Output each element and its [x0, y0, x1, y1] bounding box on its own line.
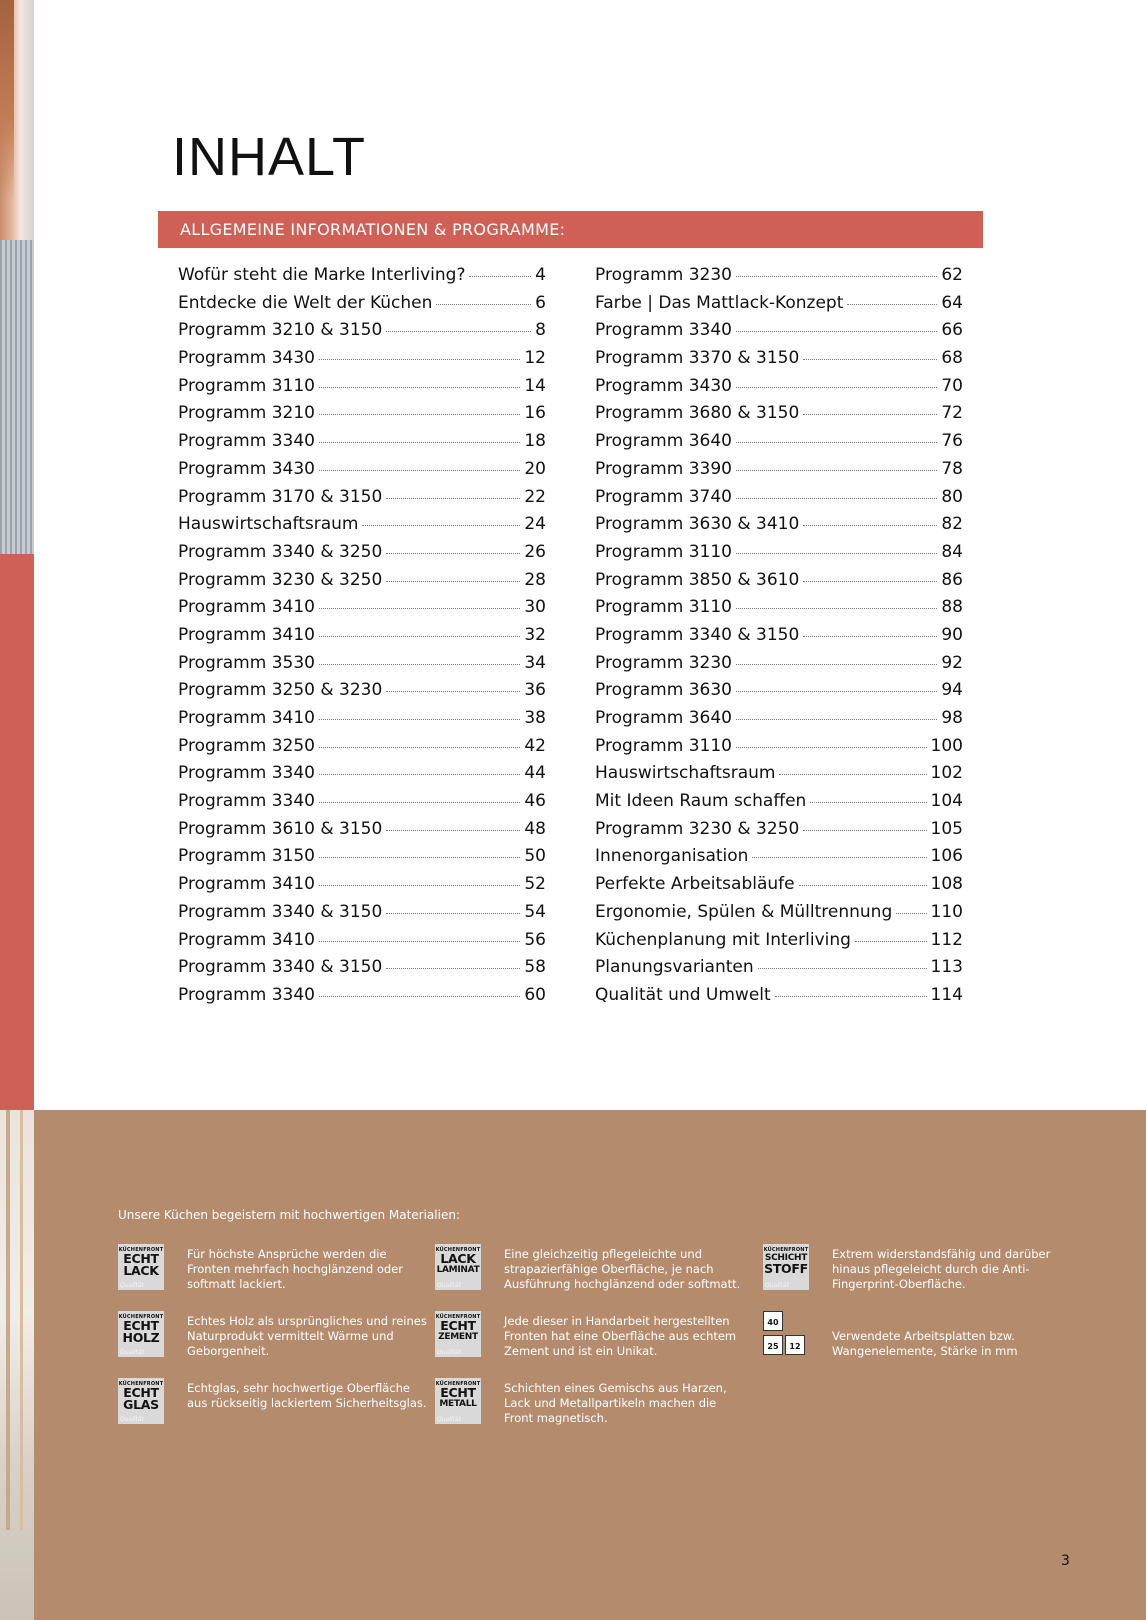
- toc-entry-label: Programm 3410: [178, 929, 315, 950]
- toc-entry-page: 98: [941, 708, 963, 728]
- toc-entry-page: 72: [941, 403, 963, 424]
- toc-entry-page: 92: [941, 652, 963, 673]
- toc-entry-page: 12: [524, 348, 546, 369]
- toc-entry[interactable]: [595, 265, 963, 293]
- toc-leader-dots: [362, 525, 520, 526]
- toc-entry-label: Programm 3630: [595, 680, 732, 701]
- toc-entry-label: Programm 3430: [178, 348, 315, 369]
- window-frame: [20, 1110, 23, 1530]
- toc-leader-dots: [319, 857, 520, 858]
- echt-glas-badge-icon: [118, 1378, 164, 1424]
- toc-entry-label: Programm 3340: [178, 791, 315, 812]
- toc-entry-label: Perfekte Arbeitsabläufe: [595, 874, 795, 895]
- toc-entry-page: 102: [930, 763, 963, 784]
- toc-entry-label: Programm 3150: [178, 846, 315, 867]
- toc-entry[interactable]: [595, 736, 963, 764]
- toc-entry-page: 4: [535, 265, 546, 285]
- toc-leader-dots: [386, 581, 520, 582]
- material-description: Echtglas, sehr hochwertige Oberfläche aus rückseitig lackiertem Sicherheitsglas.: [187, 1381, 427, 1410]
- toc-entry-label: Ergonomie, Spülen & Mülltrennung: [595, 901, 893, 922]
- toc-entry[interactable]: [178, 487, 546, 515]
- toc-leader-dots: [386, 691, 520, 692]
- toc-entry[interactable]: [595, 431, 963, 459]
- toc-entry-page: 28: [524, 569, 546, 590]
- toc-entry-label: Programm 3340: [178, 431, 315, 452]
- toc-entry-label: Programm 3430: [178, 458, 315, 479]
- toc-leader-dots: [736, 664, 937, 665]
- woman-photo-strip: [0, 0, 34, 554]
- toc-entry-page: 54: [524, 901, 546, 922]
- toc-entry-page: 44: [524, 763, 546, 784]
- toc-leader-dots: [319, 636, 520, 637]
- toc-entry-label: Programm 3410: [178, 874, 315, 895]
- page-number: 3: [1061, 1553, 1070, 1569]
- lack-laminat-badge-icon: [435, 1244, 481, 1290]
- toc-entry-label: Programm 3340 & 3150: [178, 957, 383, 978]
- echt-holz-badge-icon: [118, 1311, 164, 1357]
- echt-zement-badge-icon: [435, 1311, 481, 1357]
- badge-watermark: Qualität: [120, 1349, 144, 1356]
- badge-text: SCHICHT: [764, 1253, 808, 1263]
- toc-entry-page: 104: [930, 791, 963, 812]
- toc-entry[interactable]: [595, 846, 963, 874]
- toc-entry-page: 90: [941, 624, 963, 645]
- toc-entry-page: 36: [524, 680, 546, 701]
- thickness-25-box: 25: [763, 1335, 783, 1355]
- toc-entry-label: Programm 3210: [178, 403, 315, 424]
- toc-entry[interactable]: [178, 791, 546, 819]
- toc-entry-label: Programm 3230 & 3250: [178, 569, 383, 590]
- toc-entry-label: Entdecke die Welt der Küchen: [178, 292, 433, 313]
- badge-watermark: Qualität: [437, 1282, 461, 1289]
- toc-entry-page: 94: [941, 680, 963, 701]
- toc-entry[interactable]: [595, 819, 963, 847]
- toc-entry-page: 82: [941, 514, 963, 535]
- toc-entry-page: 76: [941, 431, 963, 452]
- toc-entry-page: 70: [941, 375, 963, 396]
- toc-entry-page: 62: [941, 265, 963, 285]
- toc-entry[interactable]: [178, 570, 546, 598]
- badge-text: STOFF: [764, 1261, 808, 1276]
- toc-entry[interactable]: [178, 930, 546, 958]
- toc-entry[interactable]: [595, 293, 963, 321]
- material-schichtstoff: [763, 1244, 1063, 1292]
- toc-entry[interactable]: [178, 320, 546, 348]
- toc-entry-label: Farbe | Das Mattlack-Konzept: [595, 292, 844, 313]
- toc-entry[interactable]: [595, 653, 963, 681]
- toc-entry-page: 112: [930, 929, 963, 950]
- toc-entry-page: 113: [930, 957, 963, 978]
- accent-strip: [0, 554, 34, 1110]
- toc-entry[interactable]: [178, 846, 546, 874]
- toc-entry[interactable]: [595, 902, 963, 930]
- toc-leader-dots: [319, 664, 520, 665]
- toc-leader-dots: [775, 996, 927, 997]
- toc-leader-dots: [319, 941, 520, 942]
- kitchen-photo-strip: [0, 1110, 34, 1620]
- thickness-40-box: 40: [763, 1311, 783, 1331]
- window-frame: [6, 1110, 10, 1530]
- toc-entry-label: Programm 3340: [178, 763, 315, 784]
- toc-entry[interactable]: [595, 791, 963, 819]
- badge-text: ECHT ZEMENT: [438, 1318, 478, 1342]
- toc-entry[interactable]: [178, 459, 546, 487]
- badge-text: ECHT METALL: [439, 1385, 477, 1409]
- toc-entry-page: 46: [524, 791, 546, 812]
- toc-entry[interactable]: [595, 957, 963, 985]
- toc-entry[interactable]: [178, 653, 546, 681]
- toc-entry-label: Hauswirtschaftsraum: [595, 763, 776, 784]
- toc-leader-dots: [386, 830, 520, 831]
- toc-entry[interactable]: [178, 265, 546, 293]
- toc-entry-label: Planungsvarianten: [595, 957, 754, 978]
- toc-entry-page: 58: [524, 957, 546, 978]
- toc-leader-dots: [736, 747, 927, 748]
- toc-leader-dots: [319, 359, 520, 360]
- toc-leader-dots: [736, 387, 937, 388]
- toc-entry[interactable]: [595, 570, 963, 598]
- toc-leader-dots: [736, 470, 937, 471]
- toc-entry[interactable]: [178, 625, 546, 653]
- toc-entry-page: 6: [535, 292, 546, 313]
- badge-text: ECHT LACK: [123, 1251, 159, 1278]
- toc-entry[interactable]: [178, 514, 546, 542]
- toc-entry-label: Qualität und Umwelt: [595, 984, 771, 1005]
- schichtstoff-badge-icon: [763, 1244, 809, 1290]
- toc-entry[interactable]: [178, 403, 546, 431]
- toc-entry[interactable]: [595, 680, 963, 708]
- toc-entry[interactable]: [178, 348, 546, 376]
- badge-caption: KÜCHENFRONT: [118, 1314, 164, 1320]
- toc-entry[interactable]: [595, 403, 963, 431]
- material-echt-zement: [435, 1311, 735, 1359]
- badge-caption: KÜCHENFRONT: [435, 1381, 481, 1387]
- toc-entry[interactable]: [178, 293, 546, 321]
- toc-entry-page: 32: [524, 624, 546, 645]
- toc-leader-dots: [319, 774, 520, 775]
- toc-leader-dots: [736, 331, 937, 332]
- badge-caption: KÜCHENFRONT: [763, 1247, 809, 1253]
- toc-entry-page: 106: [930, 846, 963, 867]
- toc-entry-page: 84: [941, 541, 963, 562]
- thickness-description: Verwendete Arbeitsplatten bzw. Wangenelemente, Stärke in mm: [832, 1329, 1018, 1358]
- toc-entry-page: 18: [524, 431, 546, 452]
- toc-entry-label: Programm 3370 & 3150: [595, 348, 800, 369]
- toc-entry[interactable]: [595, 320, 963, 348]
- section-banner: ALLGEMEINE INFORMATIONEN & PROGRAMME:: [158, 211, 983, 248]
- toc-entry-page: 78: [941, 458, 963, 479]
- toc-entry-page: 86: [941, 569, 963, 590]
- toc-entry-page: 64: [941, 292, 963, 313]
- toc-leader-dots: [319, 885, 520, 886]
- toc-entry-label: Mit Ideen Raum schaffen: [595, 791, 807, 812]
- toc-right-column: [595, 265, 963, 1013]
- toc-leader-dots: [752, 857, 926, 858]
- material-echt-metall: [435, 1378, 735, 1426]
- toc-entry-page: 30: [524, 597, 546, 618]
- toc-entry-label: Wofür steht die Marke Interliving?: [178, 265, 466, 285]
- toc-entry[interactable]: [178, 708, 546, 736]
- toc-entry-page: 48: [524, 818, 546, 839]
- toc-leader-dots: [386, 498, 520, 499]
- toc-entry-label: Programm 3740: [595, 486, 732, 507]
- toc-leader-dots: [803, 414, 937, 415]
- toc-leader-dots: [896, 913, 926, 914]
- toc-leader-dots: [319, 608, 520, 609]
- toc-entry[interactable]: [178, 957, 546, 985]
- toc-entry[interactable]: [178, 902, 546, 930]
- toc-entry-label: Programm 3250 & 3230: [178, 680, 383, 701]
- toc-leader-dots: [436, 304, 531, 305]
- material-echt-holz: [118, 1311, 427, 1359]
- badge-caption: KÜCHENFRONT: [118, 1247, 164, 1253]
- toc-entry-page: 38: [524, 708, 546, 728]
- toc-leader-dots: [803, 525, 937, 526]
- toc-entry-page: 8: [535, 320, 546, 341]
- toc-entry-page: 16: [524, 403, 546, 424]
- toc-leader-dots: [319, 802, 520, 803]
- toc-leader-dots: [319, 470, 520, 471]
- toc-leader-dots: [736, 553, 937, 554]
- material-description: Echtes Holz als ursprüngliches und reines Naturprodukt vermittelt Wärme und Geborgenheit.: [187, 1314, 427, 1358]
- toc-entry[interactable]: [595, 542, 963, 570]
- toc-entry-page: 105: [930, 818, 963, 839]
- toc-entry[interactable]: [595, 625, 963, 653]
- toc-leader-dots: [736, 498, 937, 499]
- toc-entry-page: 66: [941, 320, 963, 341]
- toc-leader-dots: [736, 276, 937, 277]
- toc-entry[interactable]: [595, 487, 963, 515]
- toc-entry[interactable]: [595, 597, 963, 625]
- toc-entry-label: Innenorganisation: [595, 846, 749, 867]
- toc-entry[interactable]: [595, 708, 963, 736]
- toc-entry-label: Programm 3250: [178, 735, 315, 756]
- toc-entry-label: Programm 3640: [595, 431, 732, 452]
- toc-entry[interactable]: [178, 597, 546, 625]
- toc-leader-dots: [469, 276, 531, 277]
- photo-hair-detail: [0, 0, 14, 200]
- badge-text: ECHT HOLZ: [122, 1318, 160, 1345]
- toc-leader-dots: [319, 996, 520, 997]
- toc-entry-label: Programm 3610 & 3150: [178, 818, 383, 839]
- badge-text: LACK LAMINAT: [436, 1251, 480, 1275]
- toc-entry-label: Programm 3850 & 3610: [595, 569, 800, 590]
- toc-entry-page: 68: [941, 348, 963, 369]
- toc-leader-dots: [736, 691, 937, 692]
- toc-left-column: [178, 265, 546, 1013]
- toc-entry-label: Hauswirtschaftsraum: [178, 514, 359, 535]
- material-lack-laminat: [435, 1244, 741, 1292]
- material-description: Schichten eines Gemischs aus Harzen, Lack und Metallpartikeln machen die Front magnetisch.: [504, 1381, 727, 1425]
- toc-entry-page: 100: [930, 735, 963, 756]
- badge-text: ECHT GLAS: [123, 1385, 159, 1412]
- toc-entry-label: Programm 3110: [178, 375, 315, 396]
- toc-leader-dots: [386, 968, 520, 969]
- toc-entry-page: 50: [524, 846, 546, 867]
- toc-entry-label: Programm 3640: [595, 708, 732, 728]
- toc-entry[interactable]: [178, 542, 546, 570]
- toc-entry-label: Programm 3410: [178, 597, 315, 618]
- toc-entry-page: 20: [524, 458, 546, 479]
- toc-leader-dots: [319, 387, 520, 388]
- thickness-icon: [763, 1311, 813, 1361]
- toc-leader-dots: [803, 636, 937, 637]
- toc-leader-dots: [319, 442, 520, 443]
- toc-leader-dots: [319, 719, 520, 720]
- badge-watermark: Qualität: [120, 1282, 144, 1289]
- toc-entry-page: 60: [524, 984, 546, 1005]
- toc-leader-dots: [803, 830, 926, 831]
- toc-entry[interactable]: [595, 348, 963, 376]
- toc-entry-label: Programm 3340: [178, 984, 315, 1005]
- toc-entry-label: Programm 3340 & 3150: [178, 901, 383, 922]
- toc-leader-dots: [736, 608, 937, 609]
- materials-section: [34, 1110, 1146, 1620]
- toc-leader-dots: [319, 747, 520, 748]
- toc-entry-label: Programm 3210 & 3150: [178, 320, 383, 341]
- toc-entry-label: Programm 3110: [595, 597, 732, 618]
- toc-leader-dots: [803, 359, 937, 360]
- toc-entry[interactable]: [178, 680, 546, 708]
- toc-entry-page: 110: [930, 901, 963, 922]
- toc-entry-label: Programm 3410: [178, 624, 315, 645]
- toc-entry-page: 34: [524, 652, 546, 673]
- toc-entry-page: 88: [941, 597, 963, 618]
- thickness-12-box: 12: [785, 1335, 805, 1355]
- toc-entry-label: Programm 3230: [595, 265, 732, 285]
- toc-entry-page: 24: [524, 514, 546, 535]
- toc-entry-label: Programm 3230: [595, 652, 732, 673]
- toc-entry-page: 42: [524, 735, 546, 756]
- toc-entry[interactable]: [595, 763, 963, 791]
- toc-leader-dots: [779, 774, 926, 775]
- toc-entry-label: Programm 3430: [595, 375, 732, 396]
- badge-watermark: Qualität: [437, 1416, 461, 1423]
- material-description: Für höchste Ansprüche werden die Fronten mehrfach hochglänzend oder softmatt lackiert.: [187, 1247, 404, 1291]
- toc-entry-label: Programm 3230 & 3250: [595, 818, 800, 839]
- toc-leader-dots: [799, 885, 927, 886]
- materials-intro: Unsere Küchen begeistern mit hochwertigen Materialien:: [118, 1208, 460, 1222]
- material-echt-glas: [118, 1378, 427, 1426]
- badge-caption: KÜCHENFRONT: [435, 1247, 481, 1253]
- toc-leader-dots: [736, 719, 937, 720]
- badge-watermark: Qualität: [765, 1282, 789, 1289]
- material-echt-lack: [118, 1244, 418, 1292]
- toc-leader-dots: [386, 331, 531, 332]
- toc-leader-dots: [386, 913, 520, 914]
- toc-entry-page: 14: [524, 375, 546, 396]
- toc-leader-dots: [803, 581, 937, 582]
- toc-entry-label: Programm 3390: [595, 458, 732, 479]
- toc-entry[interactable]: [178, 376, 546, 404]
- toc-entry[interactable]: [595, 874, 963, 902]
- toc-leader-dots: [810, 802, 926, 803]
- toc-leader-dots: [319, 414, 520, 415]
- badge-watermark: Qualität: [120, 1416, 144, 1423]
- toc-entry-label: Programm 3340 & 3250: [178, 541, 383, 562]
- toc-entry-label: Programm 3630 & 3410: [595, 514, 800, 535]
- toc-leader-dots: [758, 968, 927, 969]
- material-description: Jede dieser in Handarbeit hergestellten Fronten hat eine Oberfläche aus echtem Zement und ist ein Unikat.: [504, 1314, 737, 1358]
- toc-entry[interactable]: [595, 930, 963, 958]
- toc-entry[interactable]: [595, 376, 963, 404]
- toc-entry[interactable]: [178, 985, 546, 1013]
- toc-entry[interactable]: [595, 985, 963, 1013]
- material-description: Extrem widerstandsfähig und darüber hinaus pflegeleicht durch die Anti-Fingerprint-Oberfläche.: [832, 1247, 1051, 1291]
- toc-entry-label: Programm 3170 & 3150: [178, 486, 383, 507]
- toc-leader-dots: [736, 442, 937, 443]
- toc-entry-page: 26: [524, 541, 546, 562]
- toc-entry-page: 52: [524, 874, 546, 895]
- toc-entry[interactable]: [178, 819, 546, 847]
- toc-entry-label: Programm 3110: [595, 735, 732, 756]
- toc-entry[interactable]: [178, 763, 546, 791]
- toc-entry[interactable]: [178, 736, 546, 764]
- toc-leader-dots: [847, 304, 937, 305]
- photo-shirt-detail: [0, 240, 34, 554]
- toc-entry-page: 108: [930, 874, 963, 895]
- toc-entry-label: Programm 3530: [178, 652, 315, 673]
- worktop-thickness-legend: [763, 1311, 1063, 1359]
- toc-leader-dots: [386, 553, 520, 554]
- toc-entry-label: Küchenplanung mit Interliving: [595, 929, 851, 950]
- toc-entry-label: Programm 3340: [595, 320, 732, 341]
- page-title: INHALT: [172, 127, 367, 187]
- toc-entry[interactable]: [595, 459, 963, 487]
- toc-entry[interactable]: [178, 874, 546, 902]
- toc-entry-page: 114: [930, 984, 963, 1005]
- toc-entry[interactable]: [178, 431, 546, 459]
- toc-entry-label: Programm 3680 & 3150: [595, 403, 800, 424]
- toc-entry-label: Programm 3410: [178, 708, 315, 728]
- echt-lack-badge-icon: [118, 1244, 164, 1290]
- toc-leader-dots: [855, 941, 927, 942]
- badge-watermark: Qualität: [437, 1349, 461, 1356]
- toc-entry-page: 56: [524, 929, 546, 950]
- toc-entry-page: 80: [941, 486, 963, 507]
- toc-entry[interactable]: [595, 514, 963, 542]
- echt-metall-badge-icon: [435, 1378, 481, 1424]
- material-description: Eine gleichzeitig pflegeleichte und strapazierfähige Oberfläche, je nach Ausführung hochglänzend oder softmatt.: [504, 1247, 741, 1291]
- badge-caption: KÜCHENFRONT: [118, 1381, 164, 1387]
- toc-entry-label: Programm 3340 & 3150: [595, 624, 800, 645]
- toc-entry-page: 22: [524, 486, 546, 507]
- toc-entry-label: Programm 3110: [595, 541, 732, 562]
- badge-caption: KÜCHENFRONT: [435, 1314, 481, 1320]
